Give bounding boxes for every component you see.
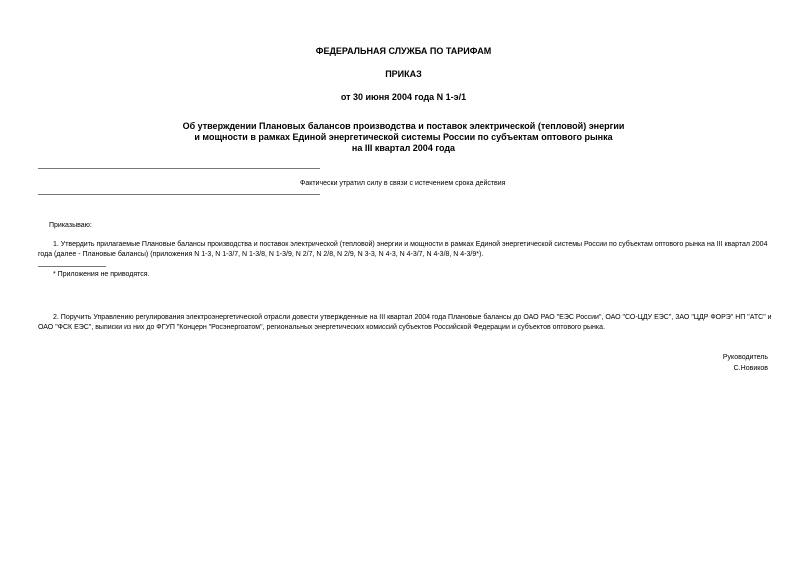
title-line-2: и мощности в рамках Единой энергетической системы России по субъектам оптового рынка [194,132,613,142]
divider-top [38,168,320,169]
divider-bottom [38,194,320,195]
title-line-3: на III квартал 2004 года [351,143,456,153]
paragraph-item-1: 1. Утвердить прилагаемые Плановые балансы производства и поставок электрической (тепловой) энергии и мощности в рамках Единой энергетической системы России по субъектам оптового рынка на III квартал 2004 года (далее - Плановые балансы) (приложения N 1-3, N 1-3/7, N 1-3/8, N 1-3/9, N 2/7, N 2/8, N 2/9, N 3-3, N 4-3, N 4-3/7, N 4-3/8, N 4-3/9*). [38,241,768,258]
title-line-1: Об утверждении Плановых балансов производства и поставок электрической (тепловой) энергии [182,121,625,131]
paragraph-item-2: 2. Поручить Управлению регулирования электроэнергетической отрасли довести утвержденные на III квартал 2004 года Плановые балансы до ОАО РАО "ЕЭС России", ОАО "СО-ЦДУ ЕЭС", ЗАО "ЦДР ФОРЭ" НП "АТС" и ОАО "ФСК ЕЭС", выписки из них до ФГУП "Концерн "Росэнергоатом", региональных энергетических комиссий субъектов Российской Федерации и субъектов оптового рынка. [38,314,772,331]
footnote: * Приложения не приводятся. [53,271,150,278]
signature-role: Руководитель [722,354,768,361]
footnote-divider [38,266,106,267]
order-word: Приказываю: [49,222,92,229]
document-date: от 30 июня 2004 года N 1-э/1 [340,92,467,102]
signature-name: С.Новиков [733,365,768,372]
status-note: Фактически утратил силу в связи с истечением срока действия [300,180,506,187]
document-title [0,121,807,154]
document-type: ПРИКАЗ [385,69,422,79]
agency-name: ФЕДЕРАЛЬНАЯ СЛУЖБА ПО ТАРИФАМ [315,46,492,56]
